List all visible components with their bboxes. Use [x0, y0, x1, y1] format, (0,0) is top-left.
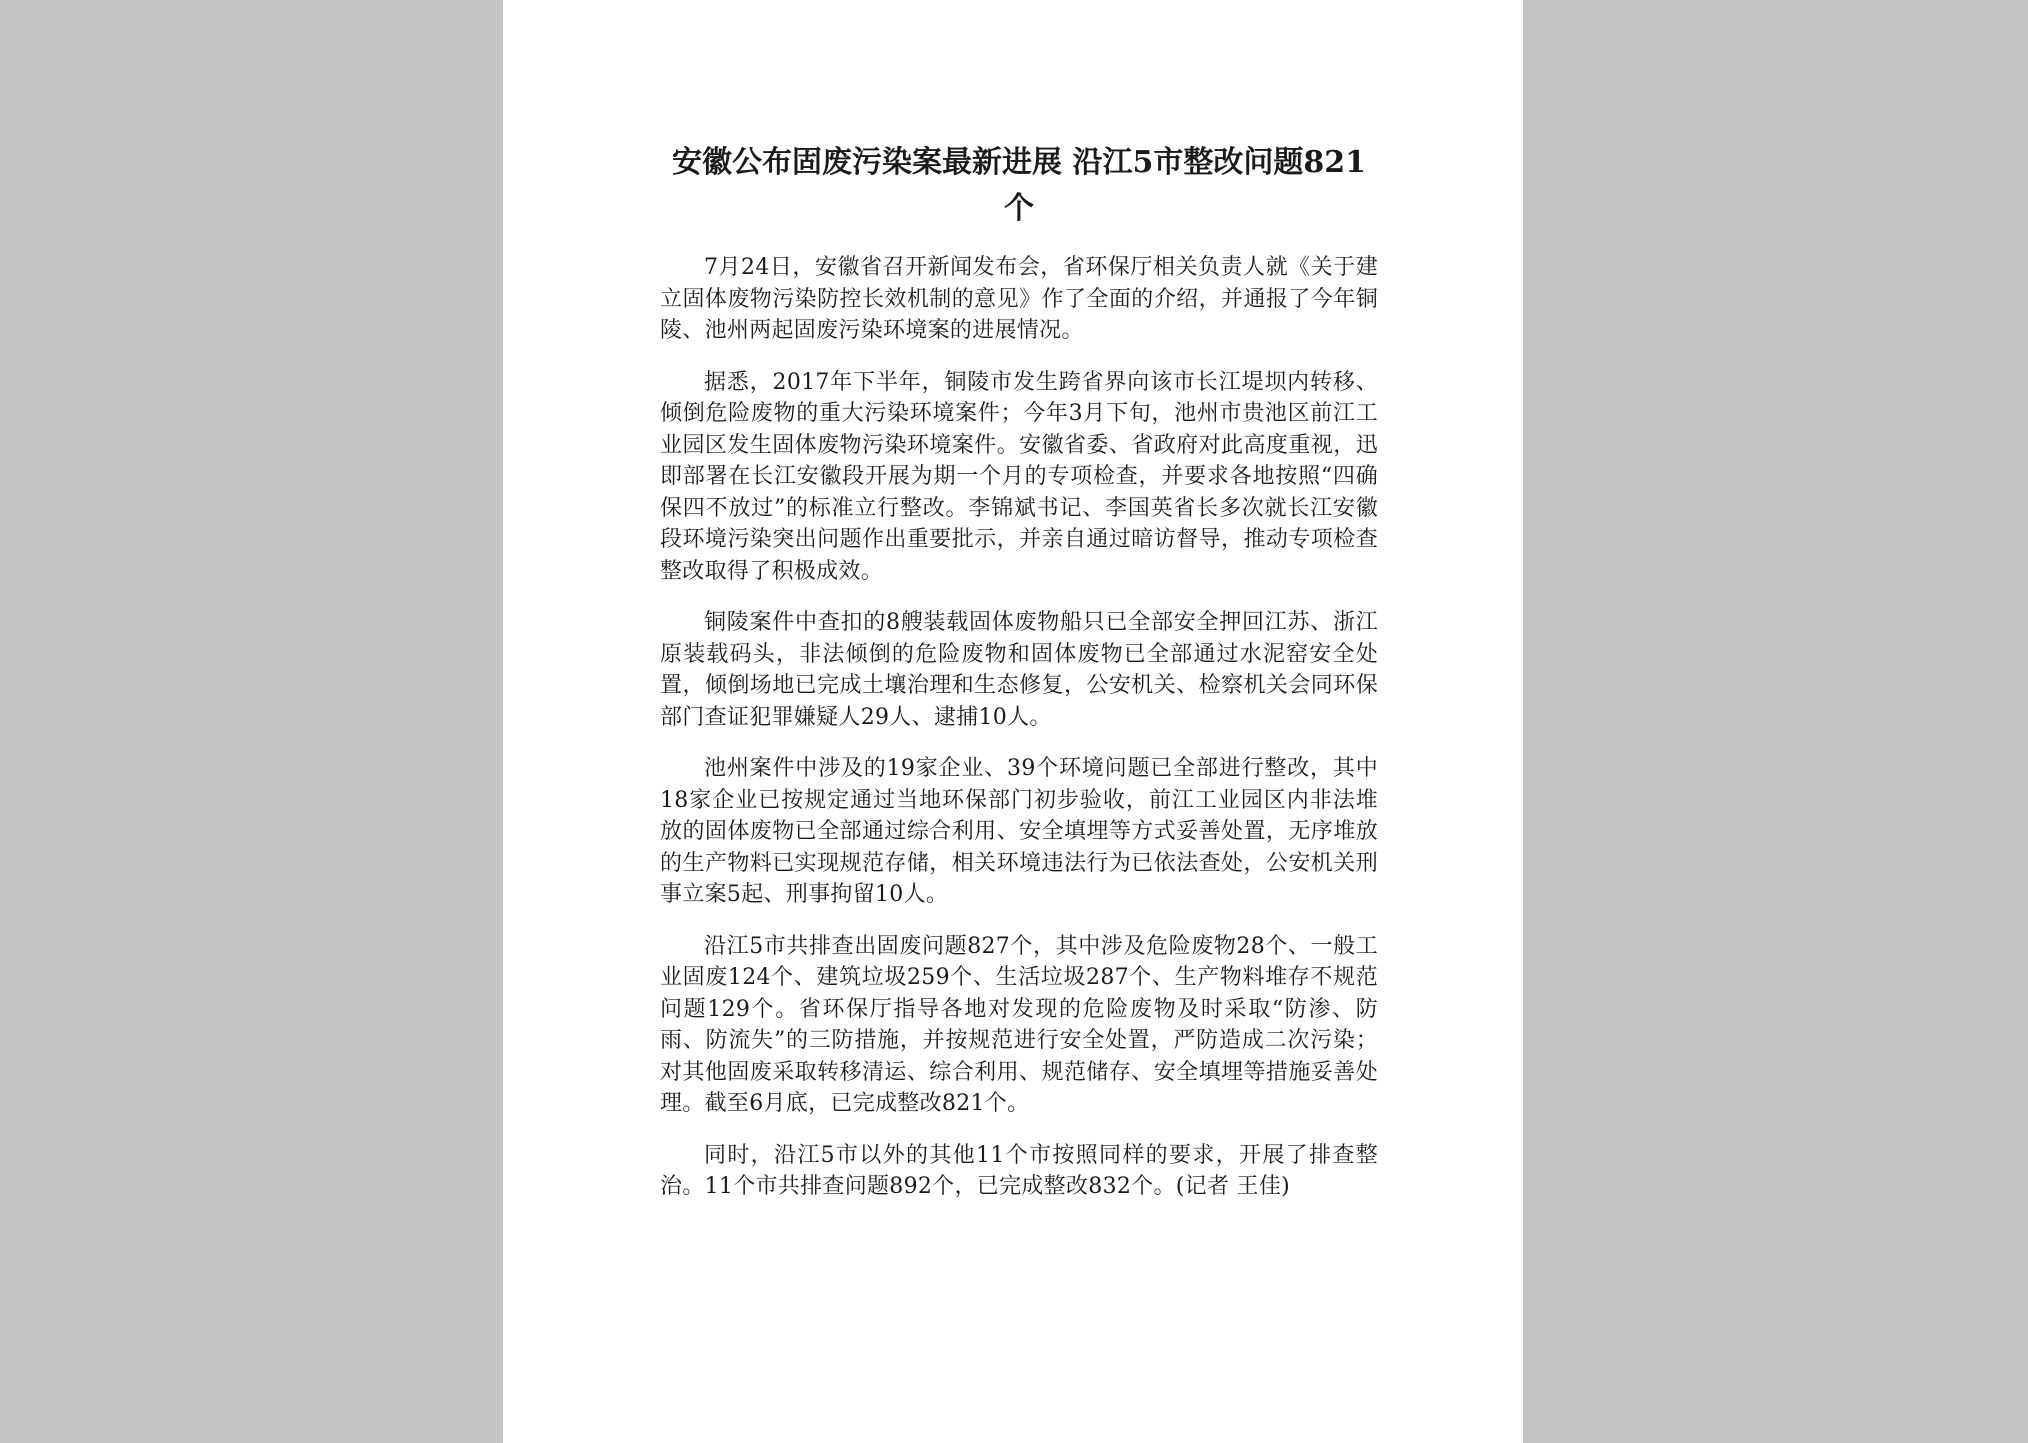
article-body [660, 140, 1378, 1223]
article-title: 安徽公布固废污染案最新进展 沿江5市整改问题821个 [672, 145, 1366, 226]
article-paragraph-6: 同时，沿江5市以外的其他11个市按照同样的要求，开展了排查整治。11个市共排查问题892个，已完成整改832个。(记者 王佳) [660, 1142, 1378, 1199]
article-paragraph-5: 沿江5市共排查出固废问题827个，其中涉及危险废物28个、一般工业固废124个、建筑垃圾259个、生活垃圾287个、生产物料堆存不规范问题129个。省环保厅指导各地对发现的危险废物及时采取“防渗、防雨、防流失”的三防措施，并按规范进行安全处置，严防造成二次污染；对其他固废采取转移清运、综合利用、规范储存、安全填埋等措施妥善处理。截至6月底，已完成整改821个。 [660, 933, 1378, 1116]
article-paragraph-1: 7月24日，安徽省召开新闻发布会，省环保厅相关负责人就《关于建立固体废物污染防控长效机制的意见》作了全面的介绍，并通报了今年铜陵、池州两起固废污染环境案的进展情况。 [660, 255, 1378, 343]
article-paragraph-4: 池州案件中涉及的19家企业、39个环境问题已全部进行整改，其中18家企业已按规定通过当地环保部门初步验收，前江工业园区内非法堆放的固体废物已全部通过综合利用、安全填埋等方式妥善处置，无序堆放的生产物料已实现规范存储，相关环境违法行为已依法查处，公安机关刑事立案5起、刑事拘留10人。 [660, 756, 1378, 907]
document-page [503, 0, 1523, 1443]
article-paragraph-2: 据悉，2017年下半年，铜陵市发生跨省界向该市长江堤坝内转移、倾倒危险废物的重大污染环境案件；今年3月下旬，池州市贵池区前江工业园区发生固体废物污染环境案件。安徽省委、省政府对此高度重视，迅即部署在长江安徽段开展为期一个月的专项检查，并要求各地按照“四确保四不放过”的标准立行整改。李锦斌书记、李国英省长多次就长江安徽段环境污染突出问题作出重要批示，并亲自通过暗访督导，推动专项检查整改取得了积极成效。 [660, 369, 1378, 584]
article-paragraph-3: 铜陵案件中查扣的8艘装载固体废物船只已全部安全押回江苏、浙江原装载码头，非法倾倒的危险废物和固体废物已全部通过水泥窑安全处置，倾倒场地已完成土壤治理和生态修复，公安机关、检察机关会同环保部门查证犯罪嫌疑人29人、逮捕10人。 [660, 610, 1378, 730]
